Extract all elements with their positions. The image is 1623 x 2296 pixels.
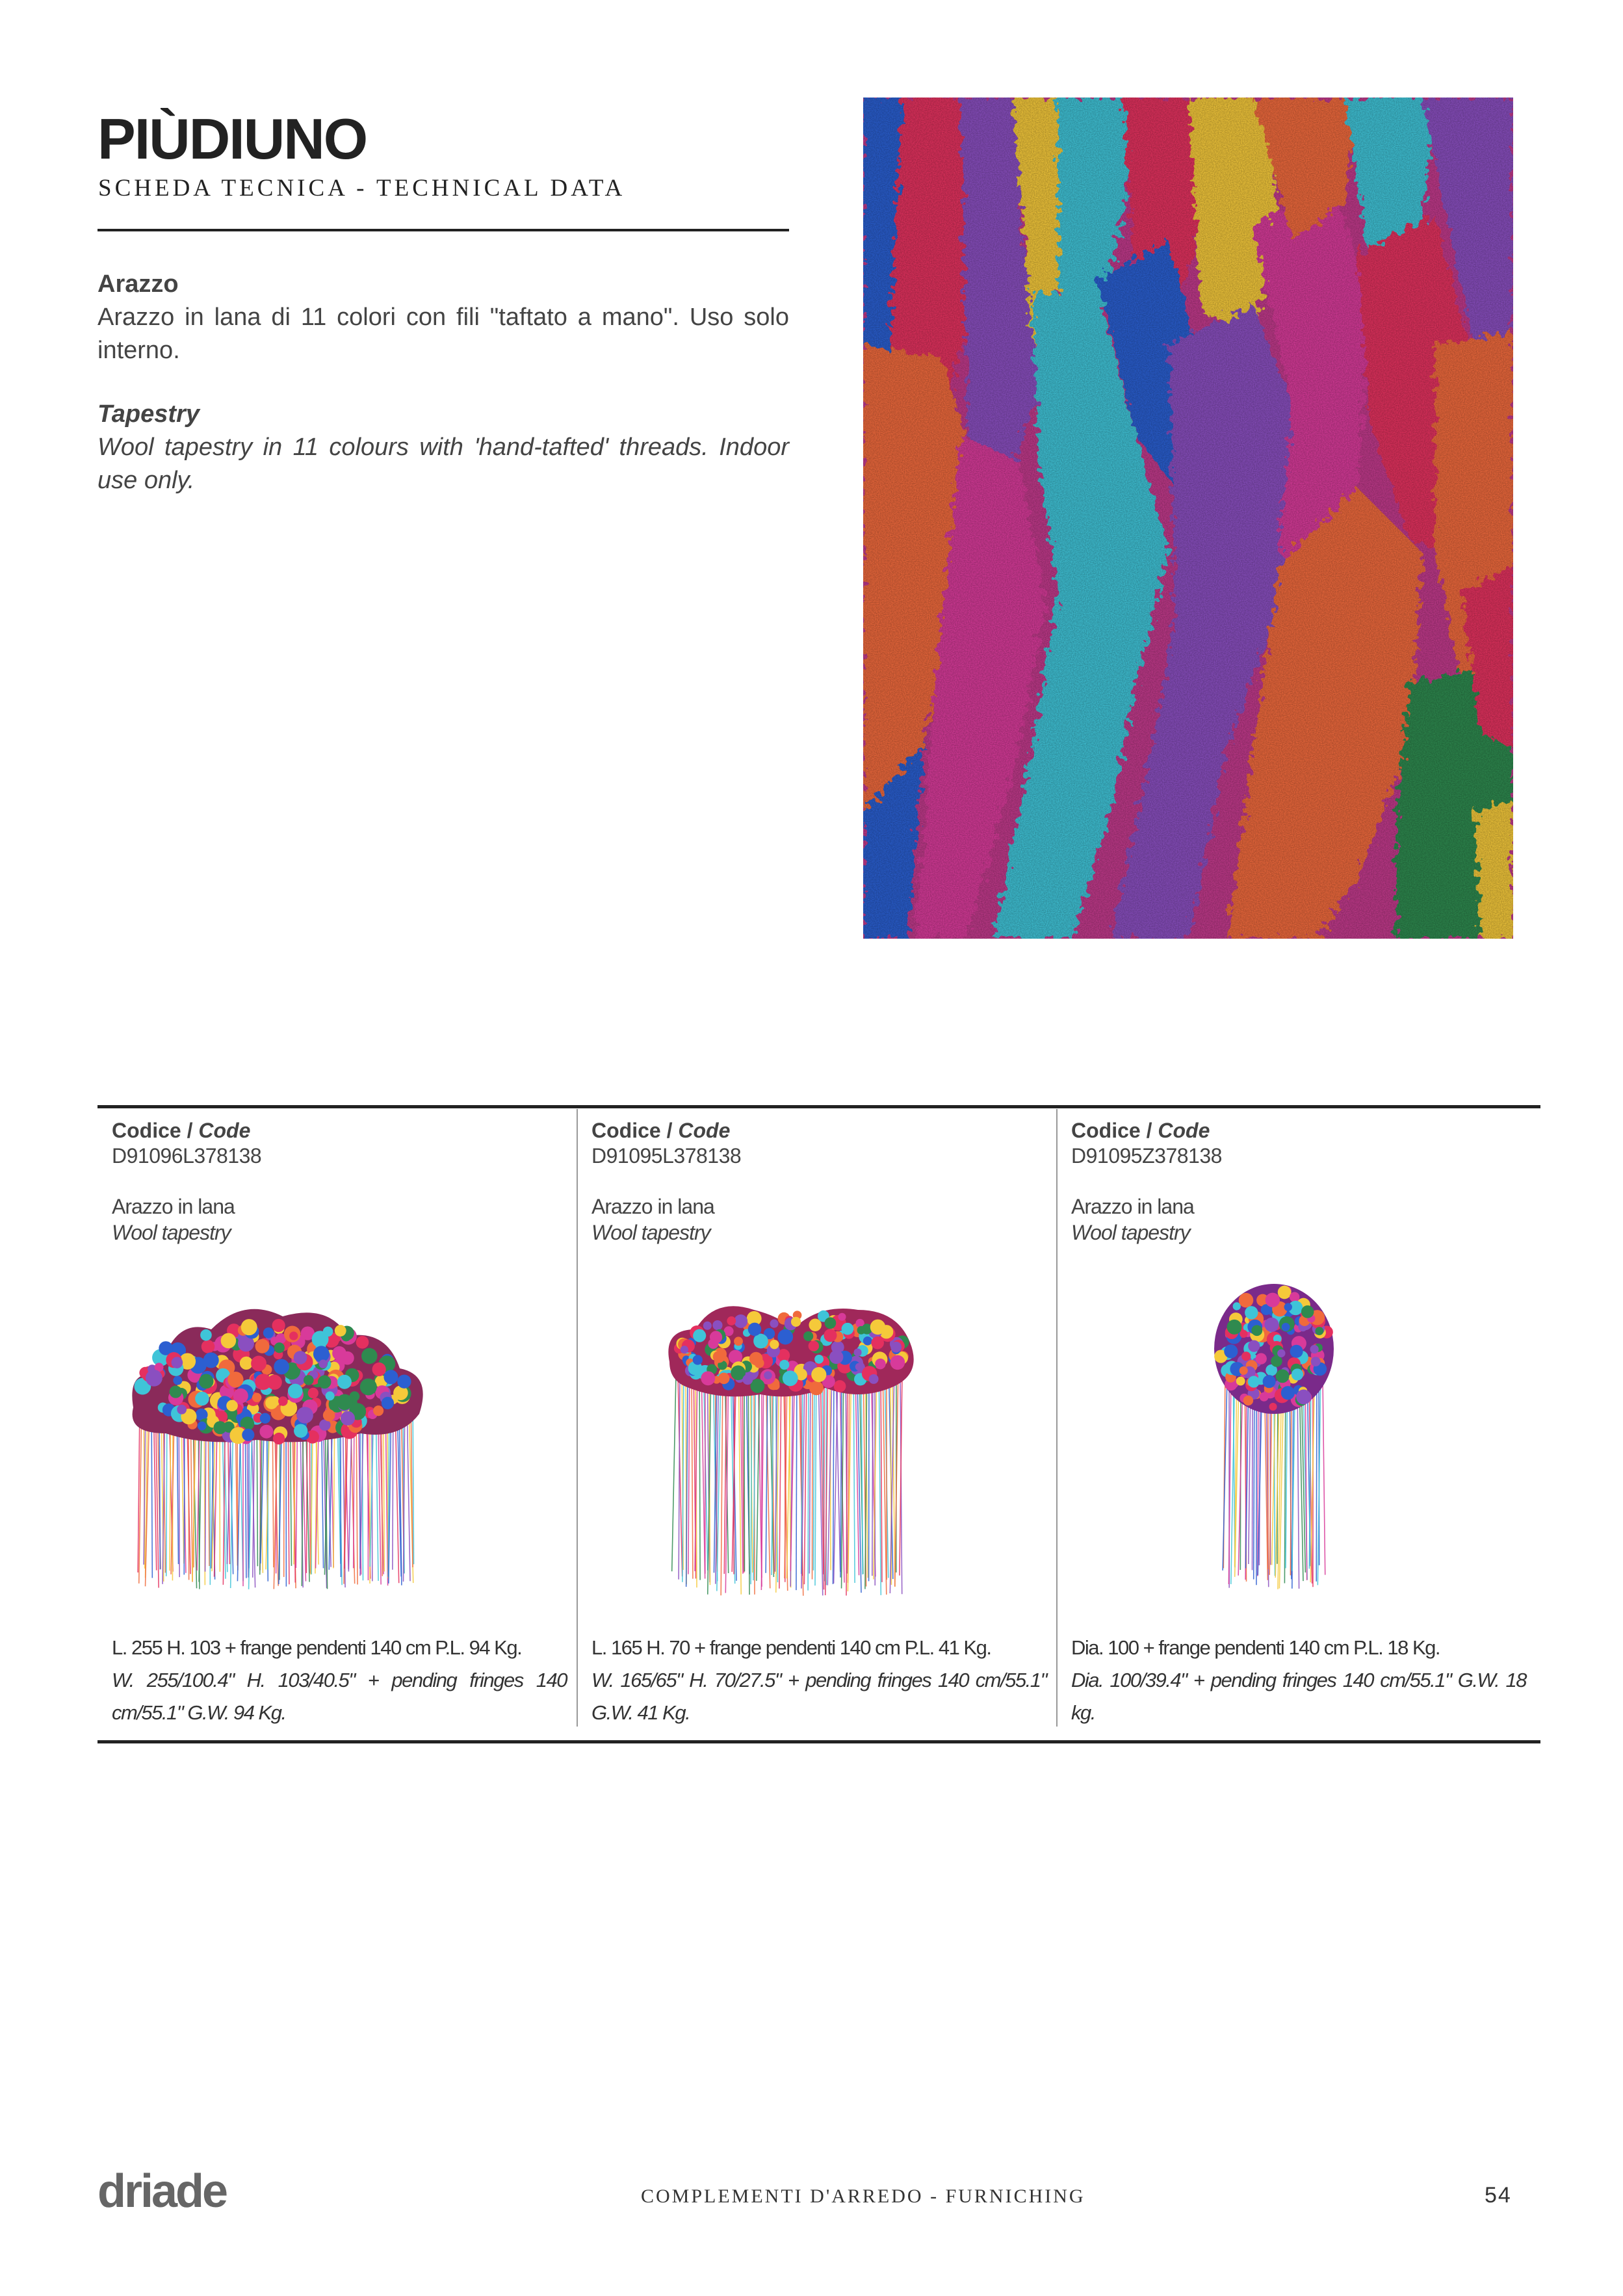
driade-logo: driade xyxy=(97,2165,227,2217)
wool-bobble xyxy=(335,1325,346,1337)
product-code: D91095Z378138 xyxy=(1071,1144,1222,1168)
round-tapestry-photo xyxy=(1209,1284,1339,1599)
wool-bobble xyxy=(318,1376,331,1389)
wool-bobble xyxy=(1311,1357,1321,1366)
wool-bobble xyxy=(772,1382,780,1390)
wool-bobble xyxy=(1256,1353,1267,1364)
wool-bobble xyxy=(710,1331,722,1343)
wool-bobble xyxy=(241,1319,257,1335)
spec-italian: Dia. 100 + frange pendenti 140 cm P.L. 18 Kg. xyxy=(1071,1636,1440,1659)
wool-bobble xyxy=(871,1337,884,1350)
wool-bobble xyxy=(764,1371,772,1379)
wool-bobble xyxy=(263,1327,274,1338)
wool-bobble xyxy=(265,1397,278,1409)
product-column-3 xyxy=(1071,1118,1539,1246)
wool-bobble xyxy=(308,1388,318,1398)
wool-bobble xyxy=(727,1316,736,1325)
wool-bobble xyxy=(203,1352,219,1368)
wool-bobble xyxy=(1240,1366,1248,1375)
large-cloud-tapestry-icon xyxy=(114,1290,439,1596)
wool-bobble xyxy=(1301,1305,1314,1318)
wool-bobble xyxy=(1281,1386,1295,1400)
wool-bobble xyxy=(173,1376,182,1385)
wool-bobble xyxy=(373,1405,383,1416)
code-label-it: Codice xyxy=(591,1119,661,1142)
page-title: PIÙDIUNO xyxy=(97,107,367,171)
wool-bobble xyxy=(842,1323,854,1335)
wool-bobble xyxy=(382,1397,394,1409)
wool-bobble xyxy=(701,1371,715,1385)
code-heading: Codice / Code xyxy=(591,1119,731,1142)
wool-bobble xyxy=(1245,1306,1258,1319)
table-top-rule xyxy=(97,1105,1540,1108)
wool-bobble xyxy=(803,1331,813,1341)
product-type-it: Arazzo in lana xyxy=(112,1195,235,1218)
wool-bobble xyxy=(318,1360,327,1368)
wool-bobble xyxy=(146,1370,162,1387)
description-english-heading: Tapestry xyxy=(97,400,200,428)
wool-bobble xyxy=(294,1351,307,1364)
fringe-thread xyxy=(796,1363,797,1590)
wool-bobble xyxy=(1240,1330,1247,1338)
wool-bobble xyxy=(312,1331,329,1348)
wool-bobble xyxy=(1315,1327,1323,1335)
wool-bobble xyxy=(252,1393,261,1402)
hero-tapestry-photo xyxy=(863,98,1513,939)
product-spec-3 xyxy=(1071,1632,1526,1729)
wool-bobble xyxy=(693,1355,703,1364)
product-type-it: Arazzo in lana xyxy=(591,1195,714,1218)
product-column-2 xyxy=(591,1118,1059,1246)
product-column-1 xyxy=(112,1118,580,1246)
description-italian-heading: Arazzo xyxy=(97,270,179,298)
wool-tapestry-closeup-icon xyxy=(863,98,1513,939)
wool-bobble xyxy=(742,1374,753,1385)
wool-bobble xyxy=(729,1350,742,1364)
page-number: 54 xyxy=(1485,2183,1512,2208)
description-english-text: Wool tapestry in 11 colours with 'hand-tafted' threads. Indoor use only. xyxy=(97,434,789,494)
wool-bobble xyxy=(854,1348,862,1356)
code-label-en: Code xyxy=(678,1119,731,1142)
wool-bobble xyxy=(855,1363,863,1371)
code-heading: Codice / Code xyxy=(112,1119,251,1142)
wool-bobble xyxy=(332,1346,346,1361)
page-subtitle: SCHEDA TECNICA - TECHNICAL DATA xyxy=(98,175,626,202)
code-label-en: Code xyxy=(1158,1119,1210,1142)
wool-bobble xyxy=(1278,1286,1292,1299)
wool-bobble xyxy=(1241,1351,1251,1361)
wool-bobble xyxy=(337,1375,352,1389)
wool-bobble xyxy=(304,1375,314,1385)
wool-bobble xyxy=(198,1422,207,1431)
wool-bobble xyxy=(273,1433,285,1444)
wool-bobble xyxy=(718,1373,730,1385)
wool-bobble xyxy=(1248,1340,1260,1352)
wool-bobble xyxy=(1282,1323,1290,1331)
wool-bobble xyxy=(172,1357,183,1368)
wool-bobble xyxy=(260,1413,270,1424)
wool-bobble xyxy=(1296,1389,1311,1404)
wool-bobble xyxy=(753,1334,768,1349)
product-type-en: Wool tapestry xyxy=(112,1221,231,1244)
wool-bobble xyxy=(1227,1320,1242,1335)
wool-bobble xyxy=(712,1320,722,1330)
fringe-thread xyxy=(692,1372,693,1578)
wool-bobble xyxy=(323,1409,335,1422)
fringe-thread xyxy=(779,1367,781,1589)
wool-bobble xyxy=(1236,1377,1245,1386)
fringe-thread xyxy=(1316,1372,1317,1581)
wool-bobble xyxy=(259,1425,273,1439)
wool-bobble xyxy=(1263,1375,1276,1388)
wool-bobble xyxy=(814,1355,824,1364)
spec-english: W. 255/100.4" H. 103/40.5" + pending fringes 140 cm/55.1" G.W. 94 Kg. xyxy=(112,1669,567,1724)
wool-bobble xyxy=(227,1372,243,1387)
wool-bobble xyxy=(199,1374,214,1389)
spec-italian: L. 165 H. 70 + frange pendenti 140 cm P.L. 41 Kg. xyxy=(591,1636,991,1659)
wool-bobble xyxy=(1310,1345,1318,1353)
wool-bobble xyxy=(288,1384,303,1399)
wool-bobble xyxy=(748,1323,761,1336)
code-label-it: Codice xyxy=(1071,1119,1141,1142)
wool-bobble xyxy=(1251,1325,1262,1336)
code-label-it: Codice xyxy=(112,1119,181,1142)
wool-bobble xyxy=(383,1370,398,1384)
wool-bobble xyxy=(870,1320,886,1335)
spec-italian: L. 255 H. 103 + frange pendenti 140 cm P.L. 94 Kg. xyxy=(112,1636,522,1659)
fringe-thread xyxy=(672,1374,676,1571)
spec-english: Dia. 100/39.4" + pending fringes 140 cm/55.1" G.W. 18 kg. xyxy=(1071,1669,1526,1724)
wool-bobble xyxy=(360,1378,377,1395)
wool-bobble xyxy=(1266,1293,1280,1307)
medium-cloud-tapestry-photo xyxy=(663,1290,923,1606)
wool-bobble xyxy=(195,1392,209,1406)
wool-bobble xyxy=(863,1337,872,1346)
fringe-thread xyxy=(688,1365,690,1574)
wool-bobble xyxy=(875,1359,886,1370)
wool-bobble xyxy=(296,1407,313,1424)
wool-bobble xyxy=(326,1391,335,1400)
wool-bobble xyxy=(1224,1344,1238,1358)
round-tapestry-icon xyxy=(1209,1284,1339,1596)
wool-bobble xyxy=(372,1363,386,1376)
wool-bobble xyxy=(397,1375,411,1389)
wool-bobble xyxy=(1277,1350,1285,1357)
wool-bobble xyxy=(274,1359,289,1375)
table-bottom-rule xyxy=(97,1740,1540,1743)
wool-bobble xyxy=(791,1317,801,1327)
wool-bobble xyxy=(838,1313,846,1321)
code-heading: Codice / Code xyxy=(1071,1119,1210,1142)
large-cloud-tapestry-photo xyxy=(114,1290,439,1599)
fringe-thread xyxy=(809,1371,811,1574)
wool-bobble xyxy=(770,1320,778,1328)
wool-bobble xyxy=(1243,1396,1253,1405)
wool-bobble xyxy=(783,1370,798,1386)
product-code: D91096L378138 xyxy=(112,1144,262,1168)
wool-bobble xyxy=(1292,1368,1303,1380)
fringe-thread xyxy=(721,1370,723,1595)
wool-bobble xyxy=(1290,1292,1299,1302)
wool-bobble xyxy=(267,1375,282,1390)
wool-bobble xyxy=(734,1337,743,1346)
wool-bobble xyxy=(251,1356,266,1372)
fringe-thread xyxy=(883,1368,887,1595)
wool-bobble xyxy=(809,1381,824,1395)
wool-bobble xyxy=(770,1340,779,1349)
wool-bobble xyxy=(1284,1303,1292,1311)
wool-bobble xyxy=(170,1385,182,1398)
wool-bobble xyxy=(825,1317,837,1329)
wool-bobble xyxy=(1269,1403,1277,1411)
wool-bobble xyxy=(834,1380,846,1392)
description-english xyxy=(97,398,789,497)
fringe-thread xyxy=(1323,1378,1325,1575)
wool-bobble xyxy=(313,1346,330,1362)
wool-bobble xyxy=(294,1424,307,1437)
wool-bobble xyxy=(361,1348,378,1364)
wool-bobble xyxy=(233,1389,248,1403)
wool-bobble xyxy=(242,1429,254,1441)
footer-section-label: COMPLEMENTI D'ARREDO - FURNICHING xyxy=(641,2185,1085,2207)
description-italian-text: Arazzo in lana di 11 colori con fili "taftato a mano". Uso solo interno. xyxy=(97,304,789,364)
wool-bobble xyxy=(341,1411,355,1426)
wool-bobble xyxy=(1276,1369,1290,1383)
code-label-en: Code xyxy=(198,1119,251,1142)
wool-bobble xyxy=(278,1396,288,1406)
product-spec-1 xyxy=(112,1632,567,1729)
medium-cloud-tapestry-icon xyxy=(663,1290,923,1602)
wool-bobble xyxy=(221,1333,237,1349)
wool-bobble xyxy=(272,1319,285,1332)
product-spec-2 xyxy=(591,1632,1046,1729)
wool-bobble xyxy=(693,1329,706,1342)
wool-bobble xyxy=(749,1352,763,1366)
wool-bobble xyxy=(811,1367,826,1382)
wool-bobble xyxy=(240,1357,253,1370)
fringe-thread xyxy=(836,1367,840,1572)
wool-bobble xyxy=(1290,1345,1303,1358)
wool-bobble xyxy=(681,1346,688,1353)
wool-bobble xyxy=(201,1340,215,1353)
wool-bobble xyxy=(200,1329,212,1341)
wool-bobble xyxy=(779,1360,789,1370)
fringe-thread xyxy=(855,1374,859,1575)
wool-bobble xyxy=(734,1314,747,1328)
product-type-it: Arazzo in lana xyxy=(1071,1195,1194,1218)
wool-bobble xyxy=(869,1374,879,1384)
wool-bobble xyxy=(1248,1376,1260,1388)
wool-bobble xyxy=(809,1319,821,1331)
wool-bobble xyxy=(890,1342,902,1353)
wool-bobble xyxy=(824,1329,837,1342)
wool-bobble xyxy=(356,1336,369,1349)
product-type-en: Wool tapestry xyxy=(1071,1221,1190,1244)
wool-bobble xyxy=(713,1351,725,1363)
wool-bobble xyxy=(1264,1318,1279,1332)
header-divider xyxy=(97,229,789,231)
wool-bobble xyxy=(777,1329,793,1345)
wool-bobble xyxy=(829,1350,843,1364)
description-italian xyxy=(97,268,789,367)
product-code: D91095L378138 xyxy=(591,1144,742,1168)
wool-bobble xyxy=(1239,1293,1254,1308)
wool-bobble xyxy=(177,1405,187,1415)
wool-bobble xyxy=(255,1339,270,1353)
wool-bobble xyxy=(809,1340,819,1351)
fringe-thread xyxy=(1297,1379,1299,1589)
wool-bobble xyxy=(274,1342,285,1353)
product-type-en: Wool tapestry xyxy=(591,1221,710,1244)
wool-bobble xyxy=(289,1331,298,1340)
wool-bobble xyxy=(213,1421,226,1434)
wool-bobble xyxy=(890,1355,905,1370)
wool-bobble xyxy=(703,1322,712,1330)
fringe-thread xyxy=(808,1361,809,1591)
spec-english: W. 165/65" H. 70/27.5" + pending fringes 140 cm/55.1" G.W. 41 Kg. xyxy=(591,1669,1046,1724)
